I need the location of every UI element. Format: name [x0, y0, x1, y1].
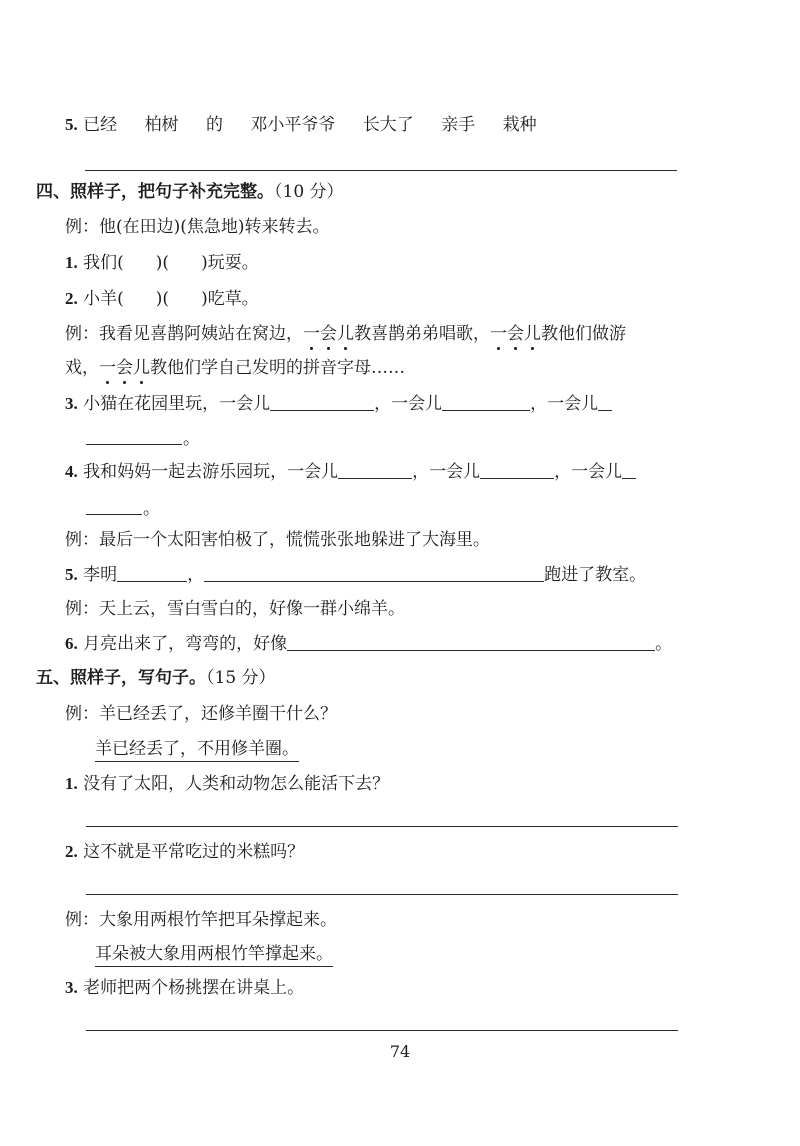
emphasis-dot-char: 会 [116, 358, 133, 378]
word: 的 [205, 115, 223, 135]
s5-q3: 3. 老师把两个杨挑摆在讲桌上。 [65, 978, 305, 998]
q5-number: 5. [65, 115, 78, 134]
s5-q2: 2. 这不就是平常吃过的米糕吗？ [65, 842, 305, 862]
example-5-2: 例：大象用两根竹竿把耳朵撑起来。 [65, 910, 337, 930]
word: 邓小平爷爷 [250, 115, 336, 135]
section-5-title: 五、照样子，写句子。（15 分） [36, 668, 276, 688]
blank-continued[interactable] [86, 444, 182, 445]
emphasis-dot-char: 会 [320, 324, 337, 344]
emphasis-dot-char: 一 [490, 324, 507, 344]
example-5-1: 例：羊已经丢了，还修羊圈干什么？ [65, 704, 337, 724]
emphasis-dot-char: 儿 [133, 358, 150, 378]
blank[interactable] [117, 563, 187, 582]
s4-q3-line-1: 3. 小猫在花园里玩，一会儿 ，一会儿 ，一会儿 [65, 392, 612, 416]
s4-q4-line-1: 4. 我和妈妈一起去游乐园玩，一会儿 ，一会儿 ，一会儿 [65, 460, 636, 484]
question-number: 3. [65, 394, 78, 413]
word: 长大了 [362, 115, 414, 135]
blank[interactable] [338, 460, 412, 479]
question-number: 3. [65, 978, 78, 997]
period: 。 [183, 429, 200, 449]
example-3: 例：最后一个太阳害怕极了，慌慌张张地躲进了大海里。 [65, 530, 490, 550]
example-2-line-2: 戏，一会儿教他们学自己发明的拼音字母…… [65, 358, 405, 378]
question-number: 6. [65, 634, 78, 653]
example-5-1-answer: 羊已经丢了，不用修羊圈。 [95, 737, 299, 761]
question-number: 1. [65, 253, 78, 272]
question-number: 2. [65, 289, 78, 308]
answer-line[interactable] [86, 1030, 678, 1031]
example-5-2-answer: 耳朵被大象用两根竹竿撑起来。 [95, 942, 333, 966]
section-4-title: 四、照样子，把句子补充完整。（10 分） [36, 182, 344, 202]
s5-q1: 1. 没有了太阳，人类和动物怎么能活下去？ [65, 774, 390, 794]
answer-line[interactable] [86, 826, 678, 827]
blank[interactable] [287, 632, 655, 651]
answer-line[interactable] [85, 170, 677, 171]
page-number: 74 [389, 1042, 411, 1061]
section-5-points: （15 分） [206, 668, 276, 688]
question-number: 4. [65, 462, 78, 481]
dotted-word [99, 358, 150, 378]
blank[interactable] [622, 460, 636, 479]
emphasis-dot-char: 一 [303, 324, 320, 344]
blank[interactable] [442, 392, 530, 411]
blank[interactable] [204, 563, 544, 582]
blank[interactable] [270, 392, 374, 411]
example-2-line-1: 例：我看见喜鹊阿姨站在窝边，一会儿教喜鹊弟弟唱歌，一会儿教他们做游 [65, 324, 626, 344]
blank-continued[interactable] [86, 514, 142, 515]
emphasis-dot-char: 儿 [337, 324, 354, 344]
s4-q5: 5. 李明 ， 跑进了教室。 [65, 565, 647, 585]
question-number: 2. [65, 842, 78, 861]
emphasis-dot-char: 一 [99, 358, 116, 378]
s4-q2: 2. 小羊( )( )吃草。 [65, 289, 259, 309]
section-4-points: （10 分） [274, 182, 344, 202]
period: 。 [143, 499, 160, 519]
dotted-word [490, 324, 541, 344]
example-4: 例：天上云，雪白雪白的，好像一群小绵羊。 [65, 599, 405, 619]
word: 栽种 [502, 115, 537, 135]
emphasis-dot-char: 会 [507, 324, 524, 344]
answer-line[interactable] [86, 894, 678, 895]
dotted-word [303, 324, 354, 344]
word: 亲手 [441, 115, 476, 135]
example-1: 例：他(在田边)(焦急地)转来转去。 [65, 217, 330, 237]
q5-word-order [65, 113, 537, 137]
blank[interactable] [480, 460, 554, 479]
s4-q6: 6. 月亮出来了，弯弯的，好像 。 [65, 634, 673, 654]
emphasis-dot-char: 儿 [524, 324, 541, 344]
blank[interactable] [598, 392, 612, 411]
question-number: 1. [65, 774, 78, 793]
word: 柏树 [144, 115, 179, 135]
question-number: 5. [65, 565, 78, 584]
word: 已经 [83, 115, 118, 135]
s4-q1: 1. 我们( )( )玩耍。 [65, 253, 259, 273]
